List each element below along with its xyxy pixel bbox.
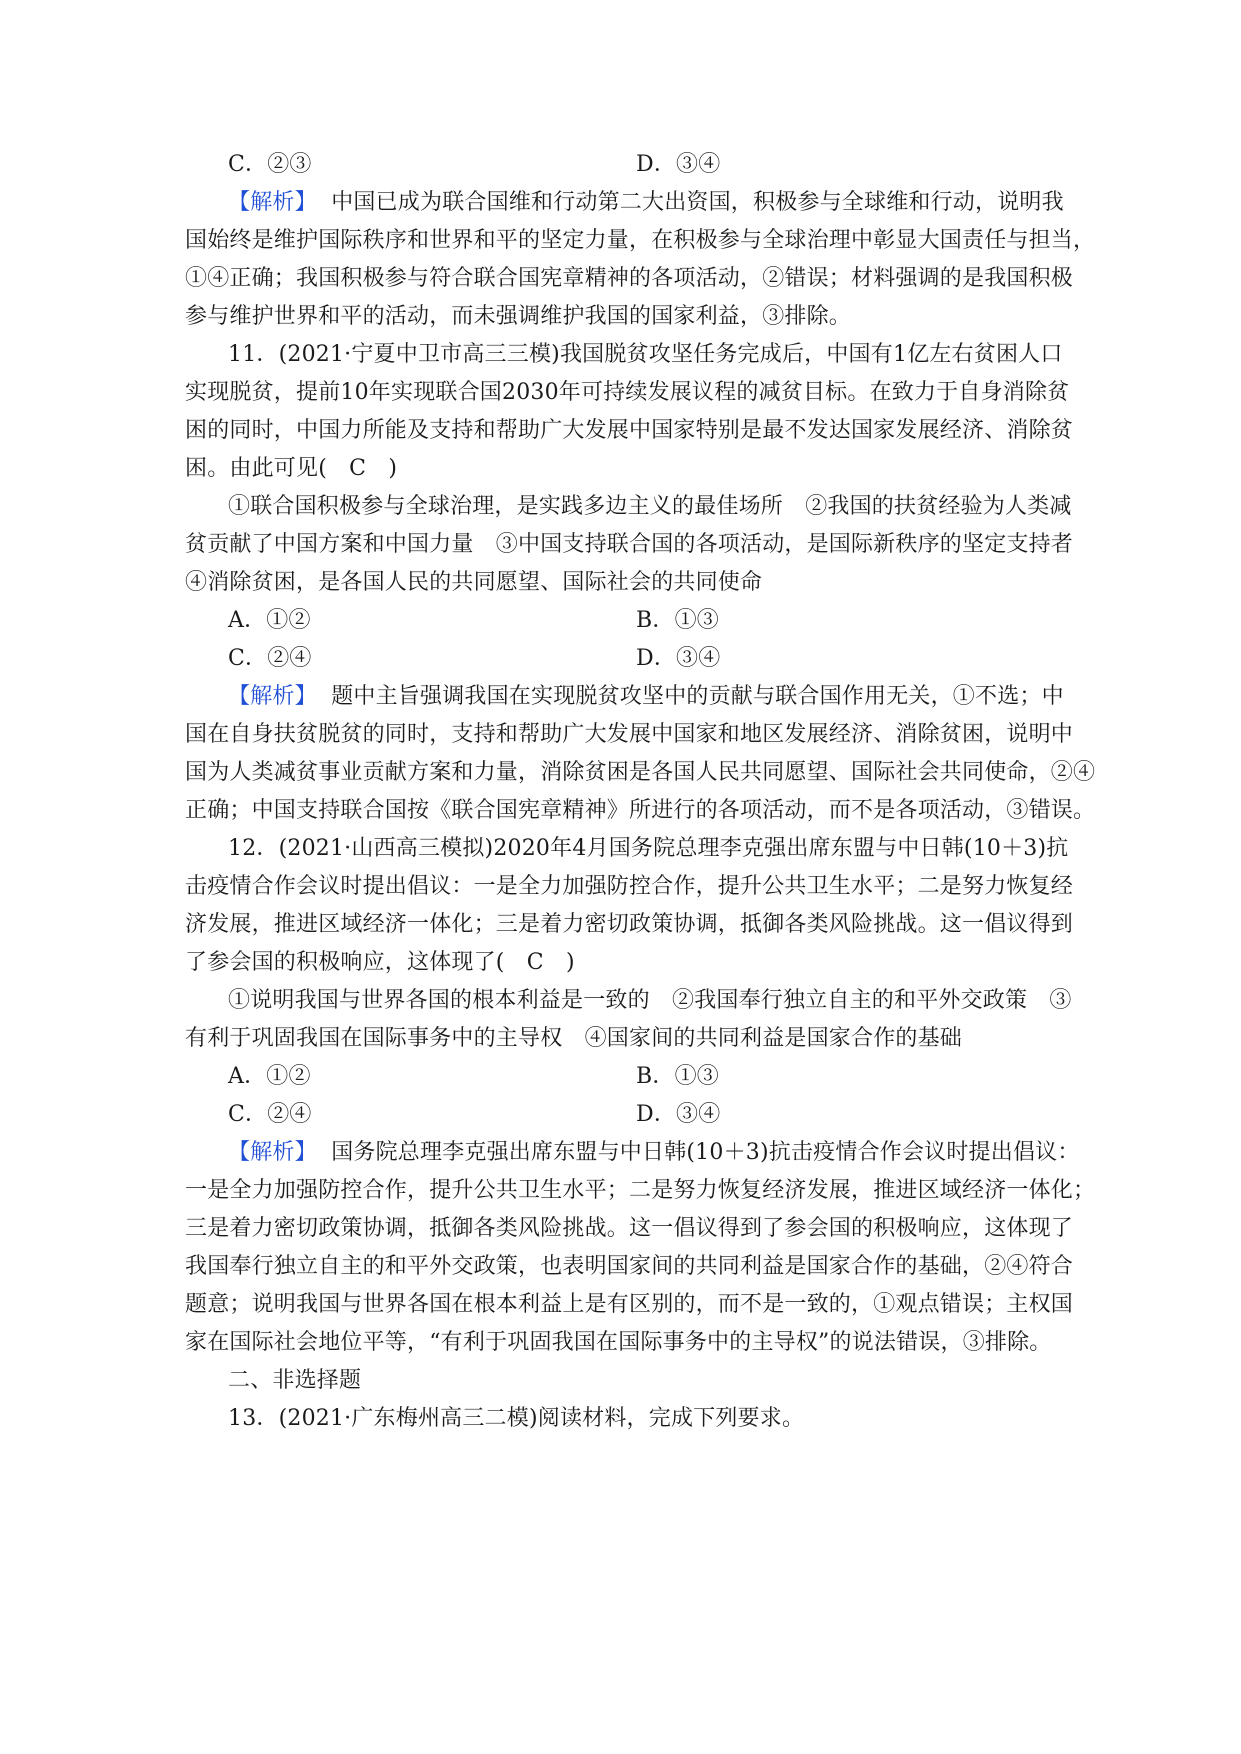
- q12-statement-line: ①说明我国与世界各国的根本利益是一致的 ②我国奉行独立自主的和平外交政策 ③: [228, 988, 1072, 1013]
- q11-stem-line: 实现脱贫，提前10年实现联合国2030年可持续发展议程的减贫目标。在致力于自身消除贫: [185, 380, 1070, 405]
- q12-analysis-line: 三是着力密切政策协调，抵御各类风险挑战。这一倡议得到了参会国的积极响应，这体现了: [185, 1216, 1074, 1241]
- q11-option-b: B．①③: [636, 608, 719, 633]
- q11-analysis-line: 【解析】 题中主旨强调我国在实现脱贫攻坚中的贡献与联合国作用无关，①不选；中: [228, 684, 1064, 709]
- q12-stem-line: 了参会国的积极响应，这体现了( C ): [185, 950, 575, 975]
- analysis-tag: 【解析】: [228, 190, 317, 215]
- q11-options-ab: [228, 606, 1103, 636]
- q11-option-d: D．③④: [636, 646, 721, 671]
- q11-stem-line: 困的同时，中国力所能及支持和帮助广大发展中国家特别是最不发达国家发展经济、消除贫: [185, 418, 1074, 443]
- q11-stem-line: 困。由此可见( C ): [185, 456, 398, 481]
- q12-option-b: B．①③: [636, 1064, 719, 1089]
- q12-stem-line: 击疫情合作会议时提出倡议：一是全力加强防控合作，提升公共卫生水平；二是努力恢复经: [185, 874, 1074, 899]
- q10-options-cd: [228, 150, 1103, 180]
- q11-statement-line: ④消除贫困，是各国人民的共同愿望、国际社会的共同使命: [185, 570, 763, 595]
- q10-option-d: D．③④: [636, 152, 721, 177]
- q12-analysis-line: 【解析】 国务院总理李克强出席东盟与中日韩(10＋3)抗击疫情合作会议时提出倡议：: [228, 1140, 1080, 1165]
- q10-option-c: C．②③: [228, 152, 312, 177]
- section-heading: 二、非选择题: [228, 1368, 362, 1393]
- q11-stem-line: 11．(2021·宁夏中卫市高三三模)我国脱贫攻坚任务完成后，中国有1亿左右贫困人口: [228, 342, 1063, 367]
- q10-analysis-line: 国始终是维护国际秩序和世界和平的坚定力量，在积极参与全球治理中彰显大国责任与担当，: [185, 228, 1096, 253]
- analysis-tag: 【解析】: [228, 684, 317, 709]
- q11-statement-line: 贫贡献了中国方案和中国力量 ③中国支持联合国的各项活动，是国际新秩序的坚定支持者: [185, 532, 1074, 557]
- q12-stem-line: 12．(2021·山西高三模拟)2020年4月国务院总理李克强出席东盟与中日韩(10＋3)抗: [228, 836, 1069, 861]
- q11-analysis-line: 国为人类减贫事业贡献方案和力量，消除贫困是各国人民共同愿望、国际社会共同使命，②④: [185, 760, 1096, 785]
- q12-options-ab: [228, 1062, 1103, 1092]
- q12-analysis-line: 家在国际社会地位平等，“有利于巩固我国在国际事务中的主导权”的说法错误，③排除。: [185, 1330, 1052, 1355]
- q12-options-cd: [228, 1100, 1103, 1130]
- q12-analysis-line: 一是全力加强防控合作，提升公共卫生水平；二是努力恢复经济发展，推进区域经济一体化；: [185, 1178, 1096, 1203]
- q12-statement-line: 有利于巩固我国在国际事务中的主导权 ④国家间的共同利益是国家合作的基础: [185, 1026, 963, 1051]
- q12-stem-line: 济发展，推进区域经济一体化；三是着力密切政策协调，抵御各类风险挑战。这一倡议得到: [185, 912, 1074, 937]
- q11-option-c: C．②④: [228, 646, 312, 671]
- q12-analysis-line: 我国奉行独立自主的和平外交政策，也表明国家间的共同利益是国家合作的基础，②④符合: [185, 1254, 1074, 1279]
- q12-option-d: D．③④: [636, 1102, 721, 1127]
- analysis-tag: 【解析】: [228, 1140, 317, 1165]
- q12-analysis-line: 题意；说明我国与世界各国在根本利益上是有区别的，而不是一致的，①观点错误；主权国: [185, 1292, 1074, 1317]
- q10-analysis-line: 【解析】 中国已成为联合国维和行动第二大出资国，积极参与全球维和行动，说明我: [228, 190, 1064, 215]
- q11-analysis-line: 国在自身扶贫脱贫的同时，支持和帮助广大发展中国家和地区发展经济、消除贫困，说明中: [185, 722, 1074, 747]
- q10-analysis-line: ①④正确；我国积极参与符合联合国宪章精神的各项活动，②错误；材料强调的是我国积极: [185, 266, 1074, 291]
- q12-option-a: A．①②: [228, 1064, 311, 1089]
- q13-stem: 13．(2021·广东梅州高三二模)阅读材料，完成下列要求。: [228, 1406, 805, 1431]
- q12-option-c: C．②④: [228, 1102, 312, 1127]
- q11-option-a: A．①②: [228, 608, 311, 633]
- q11-statement-line: ①联合国积极参与全球治理，是实践多边主义的最佳场所 ②我国的扶贫经验为人类减: [228, 494, 1072, 519]
- q10-analysis-line: 参与维护世界和平的活动，而未强调维护我国的国家利益，③排除。: [185, 304, 852, 329]
- q11-analysis-line: 正确；中国支持联合国按《联合国宪章精神》所进行的各项活动，而不是各项活动，③错误。: [185, 798, 1096, 823]
- q11-options-cd: [228, 644, 1103, 674]
